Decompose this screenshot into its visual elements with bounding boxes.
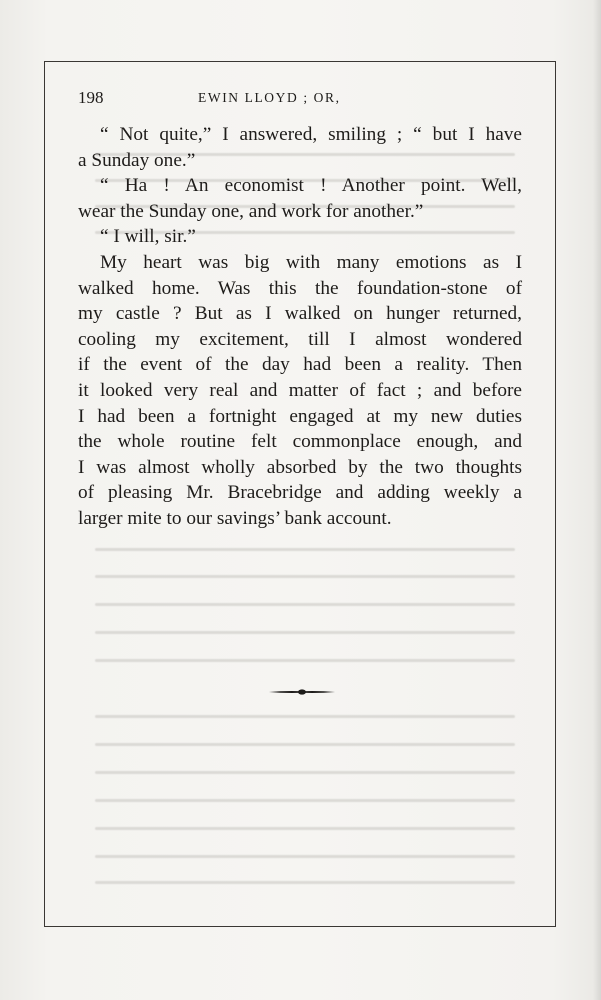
page-header — [78, 88, 522, 110]
text-line: walked home. Was this the foundation-stone of — [78, 277, 522, 299]
show-through-texture — [95, 768, 515, 778]
text-line: “ Ha ! An economist ! Another point. Well, — [100, 175, 522, 197]
text-line: it looked very real and matter of fact ; and before — [78, 379, 522, 401]
show-through-texture — [95, 628, 515, 638]
show-through-texture — [95, 796, 515, 806]
show-through-texture — [95, 740, 515, 750]
text-line: I had been a fortnight engaged at my new duties — [78, 405, 522, 427]
show-through-texture — [95, 656, 515, 666]
text-line: “ I will, sir.” — [100, 226, 196, 248]
show-through-texture — [95, 852, 515, 862]
body-text — [78, 122, 522, 532]
page-number: 198 — [78, 88, 104, 107]
show-through-texture — [95, 545, 515, 555]
running-title: EWIN LLOYD ; OR, — [198, 90, 341, 105]
show-through-texture — [95, 600, 515, 610]
show-through-texture — [95, 878, 515, 888]
text-line: I was almost wholly absorbed by the two thoughts — [78, 456, 522, 478]
text-line: larger mite to our savings’ bank account. — [78, 507, 392, 529]
show-through-texture — [95, 712, 515, 722]
page-edge-shadow — [593, 0, 601, 1000]
text-line: My heart was big with many emotions as I — [100, 251, 522, 273]
text-line: a Sunday one.” — [78, 149, 196, 171]
show-through-texture — [95, 824, 515, 834]
text-line: if the event of the day had been a reality. Then — [78, 354, 522, 376]
text-line: cooling my excitement, till I almost wondered — [78, 328, 522, 350]
text-line: “ Not quite,” I answered, smiling ; “ but I have — [100, 124, 522, 145]
text-line: the whole routine felt commonplace enough, and — [78, 431, 522, 453]
show-through-texture — [95, 572, 515, 582]
text-line: of pleasing Mr. Bracebridge and adding weekly a — [78, 482, 522, 504]
text-line: wear the Sunday one, and work for another.” — [78, 200, 424, 222]
section-end-ornament — [268, 688, 336, 696]
text-line: my castle ? But as I walked on hunger returned, — [78, 303, 522, 325]
